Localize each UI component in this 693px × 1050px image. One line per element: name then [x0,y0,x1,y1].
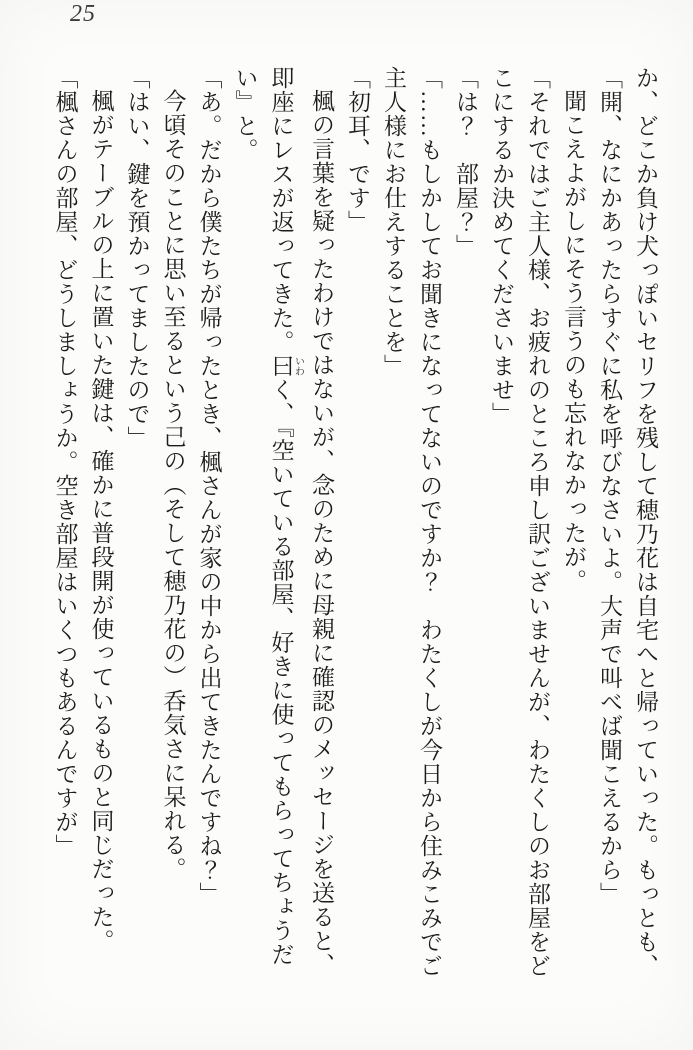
ruby-word [268,354,304,378]
text-column-9: 「初耳、です」 [345,66,370,234]
text-column-17: 「楓さんの部屋、どうしましょうか。空き部屋はいくつもあるんですが」 [52,66,78,858]
text-column-16: 楓がテーブルの上に置いた鍵は、確かに普段開が使っているものと同じだった。 [88,89,114,953]
ruby-base: 曰 [268,354,294,378]
text-column-4: 「それではご主人様、お疲れのところ申し訳ございませんが、わたくしのお部屋をど [525,66,550,978]
page-number: 25 [70,1,96,27]
text-column-3: 聞こえよがしにそう言うのも忘れなかったが。 [561,89,586,593]
furigana: いわ [292,354,304,378]
text-after-ruby: く、『空いている部屋、好きに使ってもらってちょうだ [268,378,294,967]
text-column-14: 今頃そのことに思い至るという己の（そして穂乃花の）呑気さに呆れる。 [160,89,186,881]
text-column-11 [263,66,304,1018]
text-column-5: こにするか決めてくださいませ」 [489,66,514,426]
text-column-8: 主人様にお仕えすることを」 [381,66,406,378]
text-column-15: 「はい、鍵を預かってましたので」 [124,66,150,450]
text-column-2: 「開、なにかあったらすぐに私を呼びなさいよ。大声で叫べば聞こえるから」 [597,66,622,906]
text-before-ruby: 即座にレスが返ってきた。 [268,66,294,354]
text-column-12: い』と。 [232,66,258,162]
text-column-13: 「あ。だから僕たちが帰ったとき、楓さんが家の中から出てきたんですね？」 [196,66,222,906]
text-column-6: 「は？ 部屋？」 [453,66,478,258]
text-column-7: 「……もしかしてお聞きになってないのですか？ わたくしが今日から住みこみでご [417,66,442,978]
text-column-10: 楓の言葉を疑ったわけではないが、念のために母親に確認のメッセージを送ると、 [309,89,334,977]
text-column-1: か、どこか負け犬っぽいセリフを残して穂乃花は自宅へと帰っていった。もっとも、 [633,66,658,978]
page-text [47,66,664,1018]
